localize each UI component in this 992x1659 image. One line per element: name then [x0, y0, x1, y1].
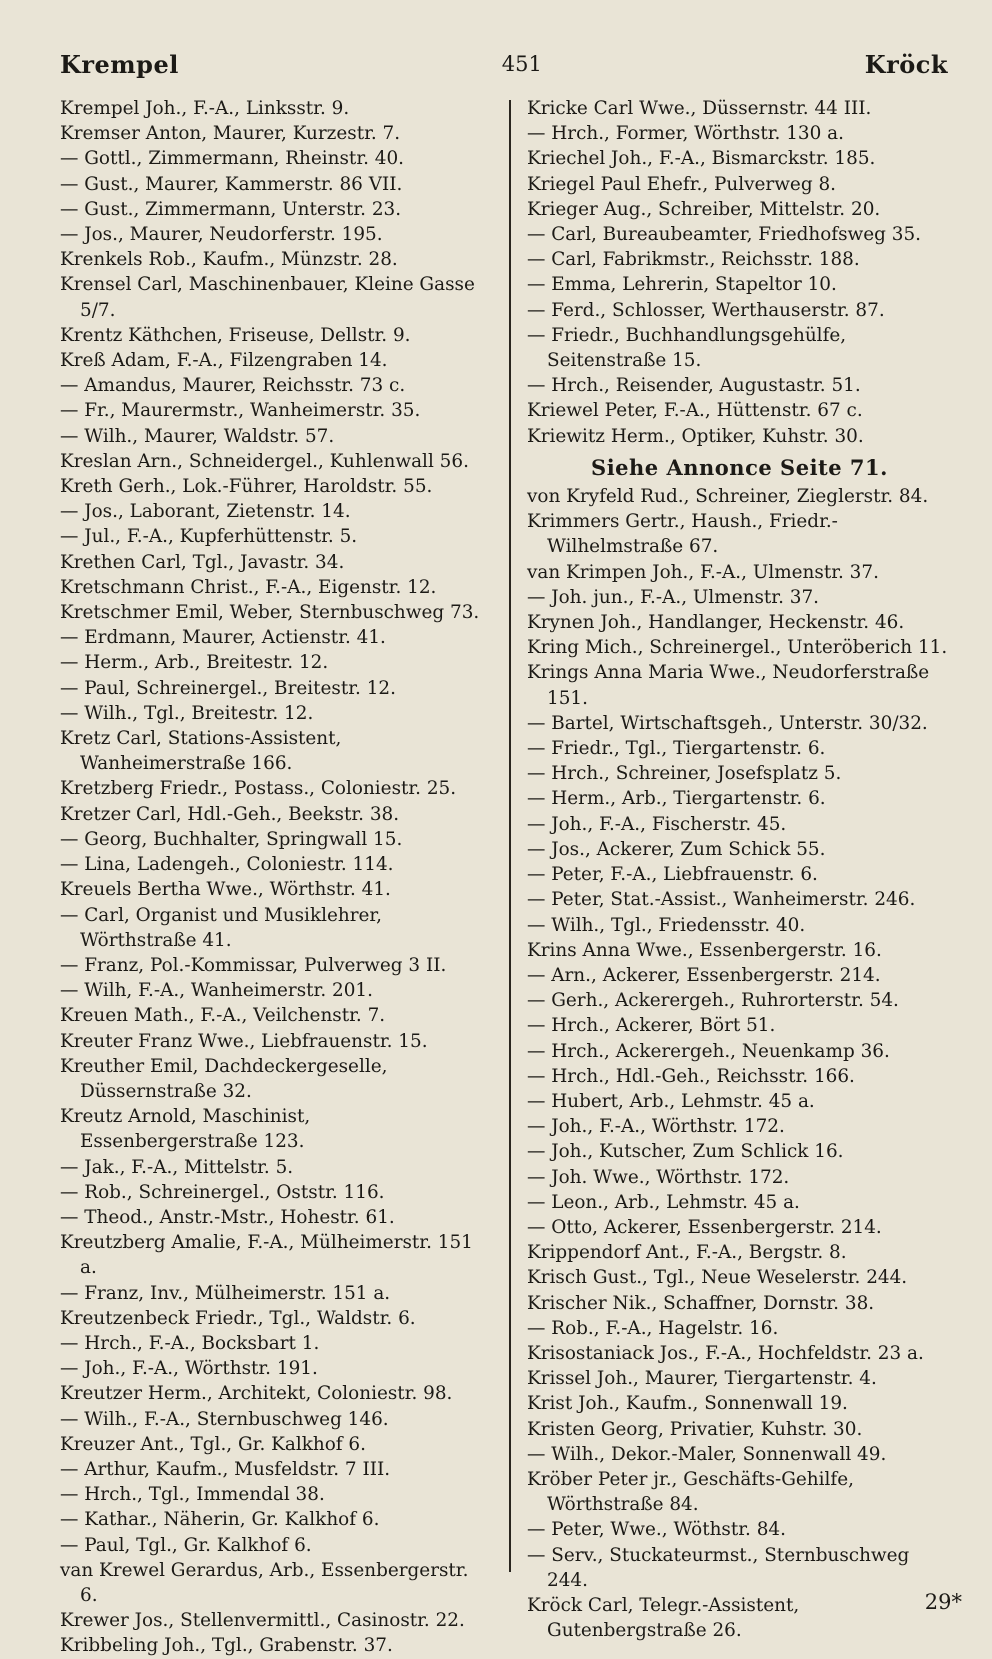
directory-entry: — Herm., Arb., Breitestr. 12. [60, 652, 329, 674]
left-column [60, 96, 485, 1659]
directory-entry: Krisostaniack Jos., F.-A., Hochfeldstr. 23 a. [527, 1342, 924, 1364]
directory-entry: — Hubert, Arb., Lehmstr. 45 a. [527, 1090, 815, 1112]
directory-entry: — Hrch., Former, Wörthstr. 130 a. [527, 123, 844, 145]
directory-entry: — Jos., Maurer, Neudorferstr. 195. [60, 224, 383, 246]
directory-entry: Kretzer Carl, Hdl.-Geh., Beekstr. 38. [60, 803, 400, 825]
directory-entry: — Joh., F.-A., Fischerstr. 45. [527, 813, 787, 835]
directory-entry: — Joh., F.-A., Wörthstr. 172. [527, 1116, 785, 1138]
directory-entry: — Bartel, Wirtschaftsgeh., Unterstr. 30/32. [527, 712, 928, 734]
page-header [60, 40, 948, 88]
directory-entry: Kriewel Peter, F.-A., Hüttenstr. 67 c. [527, 400, 863, 422]
directory-entry: Kribbeling Joh., Tgl., Grabenstr. 37. [60, 1635, 393, 1657]
directory-entry: Kriegel Paul Ehefr., Pulverweg 8. [527, 173, 836, 195]
directory-entry: — Arthur, Kaufm., Musfeldstr. 7 III. [60, 1458, 391, 1480]
directory-entry: Kretzberg Friedr., Postass., Coloniestr. 25. [60, 778, 457, 800]
directory-entry: — Wilh, F.-A., Wanheimerstr. 201. [60, 980, 373, 1002]
directory-entry: Kretschmer Emil, Weber, Sternbuschweg 73. [60, 602, 480, 624]
directory-entry: — Rob., F.-A., Hagelstr. 16. [527, 1317, 779, 1339]
directory-entry: von Kryfeld Rud., Schreiner, Zieglerstr. 84. [527, 486, 929, 508]
signature-mark: 29* [924, 1590, 962, 1614]
directory-entry: Krynen Joh., Handlanger, Heckenstr. 46. [527, 612, 905, 634]
directory-entry: — Emma, Lehrerin, Stapeltor 10. [527, 274, 837, 296]
directory-entry: — Fr., Maurermstr., Wanheimerstr. 35. [60, 400, 421, 422]
directory-entry: — Jos., Laborant, Zietenstr. 14. [60, 501, 351, 523]
directory-entry: — Friedr., Buchhandlungsgehülfe, Seitenstraße 15. [527, 324, 847, 372]
directory-entry: — Hrch., Schreiner, Josefsplatz 5. [527, 763, 842, 785]
directory-entry: — Peter, Wwe., Wöthstr. 84. [527, 1519, 786, 1541]
directory-entry: — Kathar., Näherin, Gr. Kalkhof 6. [60, 1509, 380, 1531]
directory-entry: — Hrch., Ackerer, Bört 51. [527, 1015, 776, 1037]
directory-entry: Kretz Carl, Stations-Assistent, Wanheimerstraße 166. [60, 728, 342, 775]
directory-entry: — Wilh., Tgl., Friedensstr. 40. [527, 914, 806, 936]
page-number: 451 [501, 52, 542, 76]
directory-entry: — Leon., Arb., Lehmstr. 45 a. [527, 1191, 800, 1213]
directory-entry: Krimmers Gertr., Haush., Friedr.-Wilhelmstraße 67. [527, 511, 838, 558]
directory-entry: Kreuen Math., F.-A., Veilchenstr. 7. [60, 1005, 386, 1027]
directory-entry: — Joh. jun., F.-A., Ulmenstr. 37. [527, 586, 820, 608]
header-right-word: Kröck [864, 49, 948, 79]
directory-entry: Kreslan Arn., Schneidergel., Kuhlenwall 56. [60, 450, 469, 472]
directory-entry: — Serv., Stuckateurmst., Sternbuschweg 244. [527, 1544, 910, 1591]
directory-entry: Kremser Anton, Maurer, Kurzestr. 7. [60, 123, 401, 145]
directory-entry: — Ferd., Schlosser, Werthauserstr. 87. [527, 299, 885, 321]
directory-entry: — Paul, Tgl., Gr. Kalkhof 6. [60, 1534, 312, 1556]
directory-entry: Kreth Gerh., Lok.-Führer, Haroldstr. 55. [60, 476, 433, 498]
directory-entry: — Lina, Ladengeh., Coloniestr. 114. [60, 854, 394, 876]
directory-entry: Krensel Carl, Maschinenbauer, Kleine Gasse 5/7. [60, 274, 475, 321]
directory-entry: Kröck Carl, Telegr.-Assistent, Gutenbergstraße 26. [527, 1594, 800, 1642]
directory-entry: Kreuzer Ant., Tgl., Gr. Kalkhof 6. [60, 1433, 366, 1455]
directory-entry: Krentz Käthchen, Friseuse, Dellstr. 9. [60, 324, 411, 346]
directory-entry: Krings Anna Maria Wwe., Neudorferstraße 151. [527, 662, 930, 709]
directory-entry: Kriechel Joh., F.-A., Bismarckstr. 185. [527, 148, 876, 170]
directory-entry: Kreß Adam, F.-A., Filzengraben 14. [60, 350, 388, 372]
directory-entry: Kreuther Emil, Dachdeckergeselle, Düssernstraße 32. [60, 1055, 388, 1102]
directory-entry: — Erdmann, Maurer, Actienstr. 41. [60, 627, 386, 649]
directory-entry: Kreuter Franz Wwe., Liebfrauenstr. 15. [60, 1030, 428, 1052]
directory-entry: — Jak., F.-A., Mittelstr. 5. [60, 1156, 294, 1178]
directory-entry: Krempel Joh., F.-A., Linksstr. 9. [60, 98, 350, 119]
directory-entry: — Arn., Ackerer, Essenbergerstr. 214. [527, 964, 881, 986]
directory-entry: — Joh. Wwe., Wörthstr. 172. [527, 1166, 790, 1188]
directory-entry: Krist Joh., Kaufm., Sonnenwall 19. [527, 1393, 848, 1415]
directory-entry: — Rob., Schreinergel., Oststr. 116. [60, 1181, 385, 1203]
directory-entry: Kreutzer Herm., Architekt, Coloniestr. 98. [60, 1383, 453, 1405]
header-left-word: Krempel [60, 49, 179, 79]
directory-entry: — Gust., Zimmermann, Unterstr. 23. [60, 198, 402, 220]
directory-entry: Krewer Jos., Stellenvermittl., Casinostr. 22. [60, 1610, 465, 1632]
column-divider [509, 100, 511, 1572]
directory-entry: — Georg, Buchhalter, Springwall 15. [60, 828, 403, 850]
right-column [527, 96, 952, 1643]
directory-entry: Kreutz Arnold, Maschinist, Essenbergerstraße 123. [60, 1106, 311, 1153]
directory-entry: — Otto, Ackerer, Essenbergerstr. 214. [527, 1216, 882, 1238]
directory-entry: Krippendorf Ant., F.-A., Bergstr. 8. [527, 1242, 847, 1264]
directory-entry: Krischer Nik., Schaffner, Dornstr. 38. [527, 1292, 875, 1314]
directory-entry: Krenkels Rob., Kaufm., Münzstr. 28. [60, 249, 398, 271]
directory-entry: — Friedr., Tgl., Tiergartenstr. 6. [527, 738, 826, 760]
directory-entry: — Franz, Pol.-Kommissar, Pulverweg 3 II. [60, 954, 447, 976]
directory-entry: — Peter, Stat.-Assist., Wanheimerstr. 246. [527, 889, 916, 911]
directory-entry: — Hrch., Hdl.-Geh., Reichsstr. 166. [527, 1065, 855, 1087]
directory-entry: Kreuels Bertha Wwe., Wörthstr. 41. [60, 879, 391, 901]
directory-entry: Kring Mich., Schreinergel., Unteröberich 11. [527, 637, 948, 659]
directory-entry: — Paul, Schreinergel., Breitestr. 12. [60, 677, 396, 699]
directory-entry: Kreutzberg Amalie, F.-A., Mülheimerstr. 151 a. [60, 1232, 473, 1279]
directory-entry: — Amandus, Maurer, Reichsstr. 73 c. [60, 375, 406, 397]
directory-entry: — Herm., Arb., Tiergartenstr. 6. [527, 788, 826, 810]
directory-entry: — Joh., F.-A., Wörthstr. 191. [60, 1358, 318, 1380]
directory-entry: — Wilh., Dekor.-Maler, Sonnenwall 49. [527, 1443, 887, 1465]
directory-entry: — Gerh., Ackerergeh., Ruhrorterstr. 54. [527, 990, 899, 1012]
directory-entry: Kröber Peter jr., Geschäfts-Gehilfe, Wörthstraße 84. [527, 1468, 854, 1516]
directory-entry: Kretschmann Christ., F.-A., Eigenstr. 12. [60, 576, 437, 598]
directory-entry: Krissel Joh., Maurer, Tiergartenstr. 4. [527, 1368, 877, 1390]
directory-entry: Kreutzenbeck Friedr., Tgl., Waldstr. 6. [60, 1307, 416, 1329]
directory-entry: — Gust., Maurer, Kammerstr. 86 VII. [60, 173, 403, 195]
directory-entry: — Carl, Fabrikmstr., Reichsstr. 188. [527, 249, 860, 271]
directory-entry: — Franz, Inv., Mülheimerstr. 151 a. [60, 1282, 391, 1304]
directory-entry: — Wilh., F.-A., Sternbuschweg 146. [60, 1408, 389, 1430]
directory-entry: — Wilh., Maurer, Waldstr. 57. [60, 425, 335, 447]
directory-entry: Krethen Carl, Tgl., Javastr. 34. [60, 551, 345, 573]
directory-entry: — Jos., Ackerer, Zum Schick 55. [527, 838, 826, 860]
advert-notice: Siehe Annonce Seite 71. [591, 454, 888, 480]
directory-entry: — Joh., Kutscher, Zum Schlick 16. [527, 1141, 844, 1163]
directory-entry: — Hrch., Ackerergeh., Neuenkamp 36. [527, 1040, 890, 1062]
directory-entry: — Hrch., Reisender, Augustastr. 51. [527, 375, 861, 397]
directory-entry: — Carl, Organist und Musiklehrer, Wörthstraße 41. [60, 904, 382, 951]
directory-entry: Kriewitz Herm., Optiker, Kuhstr. 30. [527, 425, 864, 447]
directory-entry: — Peter, F.-A., Liebfrauenstr. 6. [527, 864, 818, 886]
directory-entry: van Krewel Gerardus, Arb., Essenbergerstr. 6. [60, 1559, 469, 1606]
directory-entry: Krins Anna Wwe., Essenbergerstr. 16. [527, 939, 882, 961]
directory-entry: — Hrch., F.-A., Bocksbart 1. [60, 1332, 320, 1354]
directory-entry: — Gottl., Zimmermann, Rheinstr. 40. [60, 148, 405, 170]
directory-entry: Krieger Aug., Schreiber, Mittelstr. 20. [527, 198, 881, 220]
directory-entry: — Wilh., Tgl., Breitestr. 12. [60, 702, 314, 724]
directory-entry: van Krimpen Joh., F.-A., Ulmenstr. 37. [527, 561, 879, 583]
directory-entry: — Jul., F.-A., Kupferhüttenstr. 5. [60, 526, 358, 548]
directory-entry: Krisch Gust., Tgl., Neue Weselerstr. 244. [527, 1267, 908, 1289]
directory-entry: — Hrch., Tgl., Immendal 38. [60, 1484, 325, 1506]
directory-entry: Kricke Carl Wwe., Düssernstr. 44 III. [527, 98, 872, 119]
directory-entry: — Carl, Bureaubeamter, Friedhofsweg 35. [527, 224, 922, 246]
directory-entry: — Theod., Anstr.-Mstr., Hohestr. 61. [60, 1206, 395, 1228]
directory-entry: Kristen Georg, Privatier, Kuhstr. 30. [527, 1418, 863, 1440]
